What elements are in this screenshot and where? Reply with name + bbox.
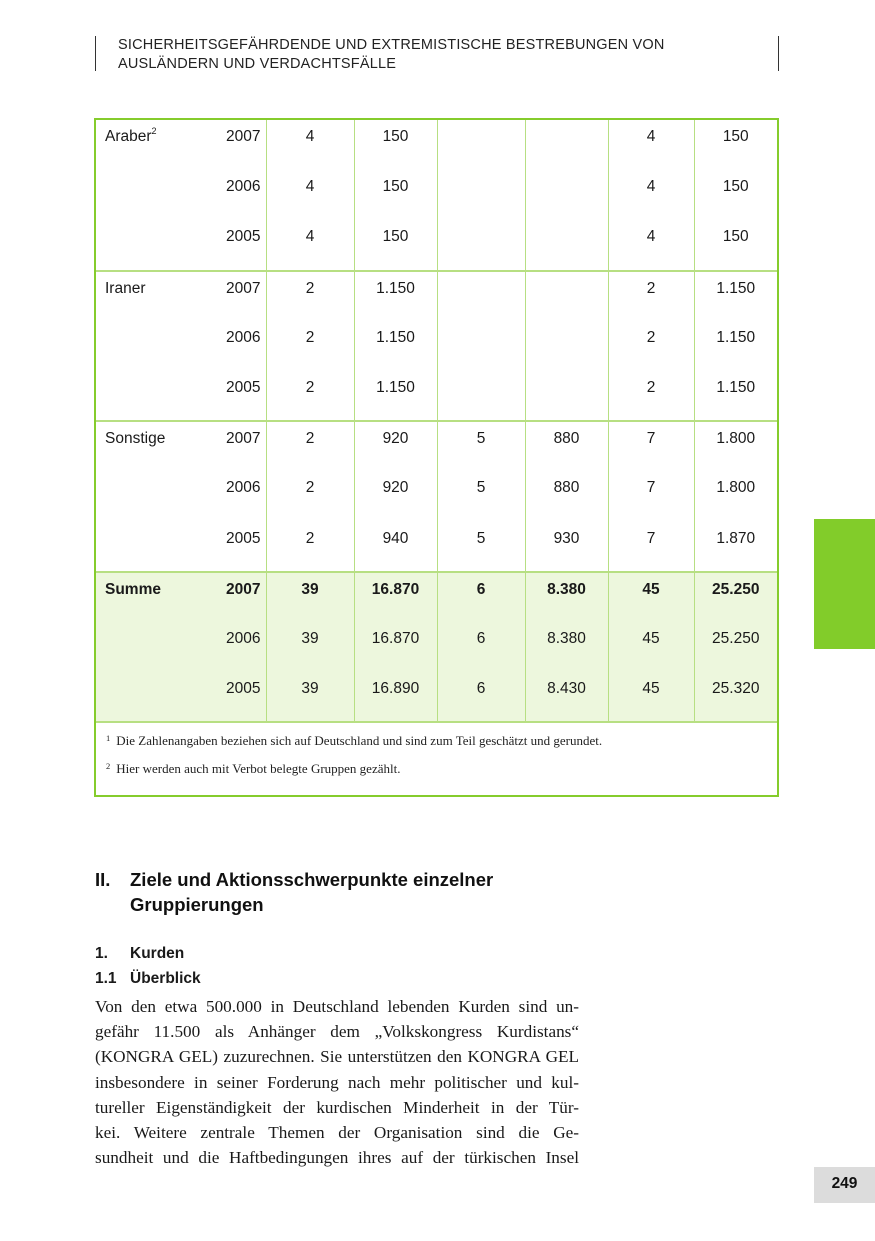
table-row	[96, 421, 777, 471]
value-cell	[525, 321, 608, 371]
value-cell: 1.150	[694, 371, 777, 421]
group-name: Iraner	[105, 279, 146, 297]
value-cell: 4	[266, 170, 354, 220]
body-line: insbesondere in seiner Forderung nach mehr politischer und kul-	[95, 1072, 579, 1092]
value-cell: 2	[266, 321, 354, 371]
value-cell	[525, 271, 608, 321]
statistics-table	[96, 120, 777, 723]
group-name: Sonstige	[105, 430, 166, 448]
value-cell: 2	[608, 321, 694, 371]
value-cell: 45	[608, 622, 694, 672]
value-cell: 150	[694, 170, 777, 220]
value-cell: 880	[525, 471, 608, 521]
value-cell: 1.150	[694, 321, 777, 371]
body-paragraph	[95, 994, 579, 1170]
value-cell: 39	[266, 572, 354, 622]
value-cell	[525, 120, 608, 170]
subsection-title: Kurden	[130, 945, 185, 962]
year-cell: 2007	[226, 279, 261, 297]
table-row	[96, 120, 777, 170]
value-cell: 2	[608, 271, 694, 321]
value-cell: 7	[608, 421, 694, 471]
value-cell: 45	[608, 672, 694, 722]
value-cell	[525, 220, 608, 270]
value-cell: 1.150	[354, 371, 437, 421]
page-number: 249	[814, 1167, 875, 1203]
statistics-table-box	[94, 118, 779, 797]
body-line: kei. Weitere zentrale Themen der Organisation sind die Ge-	[95, 1122, 579, 1142]
value-cell: 150	[354, 170, 437, 220]
value-cell: 930	[525, 522, 608, 572]
year-cell: 2006	[226, 479, 261, 497]
section-title: Ziele und Aktionsschwerpunkte einzelner Gruppierungen	[130, 869, 494, 915]
value-cell: 4	[266, 220, 354, 270]
row-label	[96, 371, 196, 421]
row-label	[96, 622, 196, 672]
footnote-1	[106, 733, 602, 749]
value-cell	[437, 271, 525, 321]
value-cell: 2	[266, 522, 354, 572]
value-cell: 5	[437, 471, 525, 521]
table-row	[96, 522, 777, 572]
value-cell: 2	[266, 371, 354, 421]
table-row	[96, 371, 777, 421]
value-cell: 150	[354, 220, 437, 270]
chapter-tab-marker	[814, 519, 875, 649]
year-cell: 2007	[226, 430, 261, 448]
value-cell: 150	[354, 120, 437, 170]
running-head-line-1: SICHERHEITSGEFÄHRDENDE UND EXTREMISTISCHE BESTREBUNGEN VON	[118, 37, 665, 53]
year-cell: 2005	[196, 672, 266, 722]
value-cell: 16.890	[354, 672, 437, 722]
footnote-mark: 1	[106, 733, 111, 743]
value-cell: 1.150	[354, 321, 437, 371]
value-cell	[437, 371, 525, 421]
value-cell: 4	[266, 120, 354, 170]
table-row	[96, 321, 777, 371]
running-head-line-2: AUSLÄNDERN UND VERDACHTSFÄLLE	[118, 56, 397, 72]
value-cell: 7	[608, 522, 694, 572]
value-cell: 25.250	[694, 622, 777, 672]
value-cell: 16.870	[354, 622, 437, 672]
row-label	[96, 321, 196, 371]
value-cell: 1.150	[694, 271, 777, 321]
value-cell: 6	[437, 622, 525, 672]
value-cell: 45	[608, 572, 694, 622]
year-cell: 2005	[196, 522, 266, 572]
value-cell: 150	[694, 220, 777, 270]
value-cell: 39	[266, 672, 354, 722]
value-cell: 16.870	[354, 572, 437, 622]
footnote-reference: 2	[151, 126, 157, 136]
table-row	[96, 170, 777, 220]
value-cell: 8.430	[525, 672, 608, 722]
value-cell: 940	[354, 522, 437, 572]
row-label	[96, 522, 196, 572]
running-head	[95, 36, 779, 71]
row-label	[96, 471, 196, 521]
body-line: sundheit und die Haftbedingungen ihres auf der türkischen Insel	[95, 1148, 579, 1168]
table-row	[96, 672, 777, 722]
value-cell: 5	[437, 522, 525, 572]
body-line: (KONGRA GEL) zuzurechnen. Sie unterstützen den KONGRA GEL	[95, 1047, 579, 1067]
value-cell: 920	[354, 471, 437, 521]
value-cell: 2	[266, 471, 354, 521]
value-cell: 1.150	[354, 271, 437, 321]
group-name: Araber	[105, 128, 152, 145]
value-cell: 2	[266, 421, 354, 471]
value-cell: 2	[608, 371, 694, 421]
footnote-2	[106, 761, 400, 777]
table-row	[96, 271, 777, 321]
value-cell: 880	[525, 421, 608, 471]
body-line: gefähr 11.500 als Anhänger dem „Volkskongress Kurdistans“	[95, 1022, 579, 1042]
subsubsection-number: 1.1	[95, 970, 117, 987]
year-cell: 2007	[196, 572, 266, 622]
table-row	[96, 572, 777, 622]
row-label	[96, 672, 196, 722]
body-line: tureller Eigenständigkeit der kurdischen Minderheit in der Tür-	[95, 1097, 579, 1117]
value-cell: 1.800	[694, 471, 777, 521]
value-cell: 25.250	[694, 572, 777, 622]
value-cell: 1.870	[694, 522, 777, 572]
year-cell: 2006	[226, 328, 261, 346]
year-cell: 2007	[226, 128, 261, 145]
group-name: Summe	[105, 580, 161, 598]
value-cell: 8.380	[525, 622, 608, 672]
year-cell: 2006	[196, 622, 266, 672]
row-label	[96, 170, 196, 220]
table-row	[96, 471, 777, 521]
row-label	[96, 572, 196, 622]
value-cell: 5	[437, 421, 525, 471]
value-cell: 25.320	[694, 672, 777, 722]
value-cell: 4	[608, 120, 694, 170]
value-cell: 920	[354, 421, 437, 471]
value-cell	[437, 220, 525, 270]
section-number: II.	[95, 869, 111, 890]
value-cell	[437, 170, 525, 220]
value-cell	[525, 371, 608, 421]
value-cell: 6	[437, 672, 525, 722]
value-cell: 1.800	[694, 421, 777, 471]
row-label	[96, 271, 196, 321]
year-cell: 2005	[196, 220, 266, 270]
footnote-mark: 2	[106, 761, 111, 771]
value-cell	[525, 170, 608, 220]
row-label	[96, 120, 196, 170]
subsubsection-title: Überblick	[130, 970, 201, 987]
value-cell: 4	[608, 220, 694, 270]
footnote-text: Die Zahlenangaben beziehen sich auf Deutschland und sind zum Teil geschätzt und gerundet.	[116, 733, 603, 748]
year-cell: 2005	[196, 371, 266, 421]
value-cell: 150	[694, 120, 777, 170]
year-cell: 2006	[226, 178, 261, 196]
table-row	[96, 622, 777, 672]
value-cell: 8.380	[525, 572, 608, 622]
footnote-text: Hier werden auch mit Verbot belegte Gruppen gezählt.	[116, 761, 401, 776]
body-line: Von den etwa 500.000 in Deutschland lebenden Kurden sind un-	[95, 997, 579, 1016]
value-cell: 2	[266, 271, 354, 321]
value-cell	[437, 120, 525, 170]
value-cell: 39	[266, 622, 354, 672]
value-cell	[437, 321, 525, 371]
value-cell: 4	[608, 170, 694, 220]
row-label	[96, 220, 196, 270]
row-label	[96, 421, 196, 471]
table-row	[96, 220, 777, 270]
subsection-number: 1.	[95, 945, 108, 962]
value-cell: 7	[608, 471, 694, 521]
value-cell: 6	[437, 572, 525, 622]
